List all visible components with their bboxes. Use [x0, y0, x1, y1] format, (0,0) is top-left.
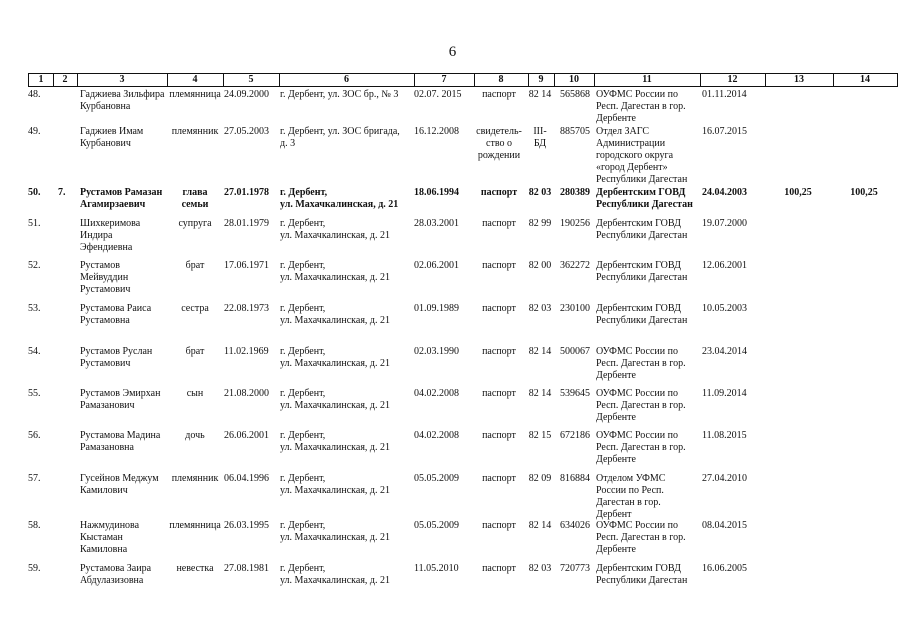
address: г. Дербент, ул. Махачкалинская, д. 21 [280, 430, 391, 453]
document-type: паспорт [480, 187, 518, 198]
document-issuer: Дербентским ГОВД Республики Дагестан [596, 260, 688, 283]
document-type: паспорт [482, 89, 516, 100]
issue-date: 24.04.2003 [702, 187, 747, 198]
address: г. Дербент, ул. Махачкалинская, д. 21 [280, 563, 391, 586]
birth-date: 06.04.1996 [224, 473, 269, 484]
registration-date: 16.12.2008 [414, 126, 459, 137]
relationship: невестка [176, 563, 214, 574]
registration-date: 05.05.2009 [414, 473, 459, 484]
document-issuer: ОУФМС России по Респ. Дагестан в гор. Дербенте [596, 520, 686, 555]
document-number: 280389 [560, 187, 590, 198]
document-type: паспорт [482, 218, 516, 229]
birth-date: 27.08.1981 [224, 563, 269, 574]
person-name: Рустамов Эмирхан Рамазанович [80, 388, 161, 411]
relationship: дочь [185, 430, 205, 441]
row-number: 51. [28, 218, 41, 229]
document-issuer: Отдел ЗАГС Администрации городского округа «город Дербент» Республики Дагестан [596, 126, 688, 185]
document-number: 362272 [560, 260, 590, 271]
document-series: 82 14 [528, 520, 552, 531]
document-issuer: Отделом УФМС России по Респ. Дагестан в гор. Дербент [596, 473, 666, 520]
document-issuer: ОУФМС России по Респ. Дагестан в гор. Дербенте [596, 430, 686, 465]
birth-date: 11.02.1969 [224, 346, 269, 357]
column-14-value: 100,25 [850, 187, 878, 198]
issue-date: 11.09.2014 [702, 388, 747, 399]
row-number: 52. [28, 260, 41, 271]
relationship: сестра [181, 303, 209, 314]
issue-date: 10.05.2003 [702, 303, 747, 314]
document-number: 230100 [560, 303, 590, 314]
document-number: 816884 [560, 473, 590, 484]
relationship: сын [186, 388, 204, 399]
document-issuer: ОУФМС России по Респ. Дагестан в гор. Дербенте [596, 388, 686, 423]
document-series: 82 03 [528, 303, 552, 314]
registration-date: 18.06.1994 [414, 187, 459, 198]
document-number: 672186 [560, 430, 590, 441]
column-header: 10 [554, 74, 595, 86]
column-header: 5 [223, 74, 280, 86]
address: г. Дербент, ул. Махачкалинская, д. 21 [280, 473, 391, 496]
document-number: 190256 [560, 218, 590, 229]
column-header: 2 [53, 74, 78, 86]
birth-date: 26.06.2001 [224, 430, 269, 441]
document-number: 720773 [560, 563, 590, 574]
row-number: 55. [28, 388, 41, 399]
address: г. Дербент, ул. Махачкалинская, д. 21 [280, 187, 399, 210]
column-header: 6 [279, 74, 415, 86]
relationship: глава семьи [181, 187, 209, 210]
column-header: 3 [77, 74, 168, 86]
document-issuer: Дербентским ГОВД Республики Дагестан [596, 218, 688, 241]
address: г. Дербент, ул. Махачкалинская, д. 21 [280, 520, 391, 543]
column-header: 11 [594, 74, 701, 86]
column-header: 14 [860, 74, 870, 85]
document-series: III- БД [533, 126, 547, 149]
registration-date: 05.05.2009 [414, 520, 459, 531]
document-type: паспорт [482, 303, 516, 314]
address: г. Дербент, ул. Махачкалинская, д. 21 [280, 218, 391, 241]
address: г. Дербент, ул. Махачкалинская, д. 21 [280, 388, 391, 411]
person-name: Гусейнов Меджум Камилович [80, 473, 159, 496]
relationship: племянник [171, 473, 219, 484]
document-type: паспорт [482, 260, 516, 271]
document-series: 82 03 [528, 563, 552, 574]
document-type: паспорт [482, 473, 516, 484]
issue-date: 16.07.2015 [702, 126, 747, 137]
registration-date: 28.03.2001 [414, 218, 459, 229]
birth-date: 21.08.2000 [224, 388, 269, 399]
document-issuer: Дербентским ГОВД Республики Дагестан [596, 303, 688, 326]
issue-date: 08.04.2015 [702, 520, 747, 531]
relationship: брат [185, 346, 205, 357]
address: г. Дербент, ул. Махачкалинская, д. 21 [280, 346, 391, 369]
issue-date: 27.04.2010 [702, 473, 747, 484]
column-header: 1 [29, 74, 54, 86]
document-series: 82 14 [528, 346, 552, 357]
row-number: 54. [28, 346, 41, 357]
document-series: 82 14 [528, 89, 552, 100]
issue-date: 23.04.2014 [702, 346, 747, 357]
person-name: Гаджиев Имам Курбанович [80, 126, 144, 149]
issue-date: 11.08.2015 [702, 430, 747, 441]
relationship: племянница [169, 520, 221, 531]
registration-date: 04.02.2008 [414, 388, 459, 399]
column-header: 9 [528, 74, 555, 86]
row-number: 58. [28, 520, 41, 531]
family-number: 7. [58, 187, 66, 198]
registration-date: 11.05.2010 [414, 563, 459, 574]
document-type: паспорт [482, 563, 516, 574]
address: г. Дербент, ул. Махачкалинская, д. 21 [280, 260, 391, 283]
relationship: супруга [178, 218, 212, 229]
document-number: 634026 [560, 520, 590, 531]
row-number: 49. [28, 126, 41, 137]
birth-date: 26.03.1995 [224, 520, 269, 531]
document-issuer: Дербентским ГОВД Республики Дагестан [596, 187, 693, 210]
person-name: Рустамова Раиса Рустамовна [80, 303, 152, 326]
row-number: 53. [28, 303, 41, 314]
column-13-value: 100,25 [784, 187, 812, 198]
relationship: племянница [169, 89, 221, 100]
person-name: Рустамова Заира Абдулазизовна [80, 563, 152, 586]
registration-date: 02.06.2001 [414, 260, 459, 271]
page-number: 6 [448, 44, 457, 60]
document-issuer: ОУФМС России по Респ. Дагестан в гор. Дербенте [596, 346, 686, 381]
birth-date: 27.01.1978 [224, 187, 269, 198]
document-series: 82 15 [528, 430, 552, 441]
document-issuer: Дербентским ГОВД Республики Дагестан [596, 563, 688, 586]
document-type: паспорт [482, 430, 516, 441]
document-series: 82 00 [528, 260, 552, 271]
person-name: Рустамова Мадина Рамазановна [80, 430, 161, 453]
document-series: 82 99 [528, 218, 552, 229]
document-series: 82 09 [528, 473, 552, 484]
registration-date: 02.07. 2015 [414, 89, 462, 100]
person-name: Шихкеримова Индира Эфендиевна [80, 218, 141, 253]
person-name: Нажмудинова Кыстаман Камиловна [80, 520, 140, 555]
row-number: 56. [28, 430, 41, 441]
row-number: 48. [28, 89, 41, 100]
birth-date: 27.05.2003 [224, 126, 269, 137]
issue-date: 19.07.2000 [702, 218, 747, 229]
document-issuer: ОУФМС России по Респ. Дагестан в гор. Дербенте [596, 89, 686, 124]
birth-date: 17.06.1971 [224, 260, 269, 271]
address: г. Дербент, ул. ЗОС бр., № 3 [280, 89, 399, 100]
row-number: 50. [28, 187, 41, 198]
document-type: свидетель- ство о рождении [476, 126, 522, 161]
birth-date: 28.01.1979 [224, 218, 269, 229]
column-header: 13 [765, 74, 834, 86]
document-type: паспорт [482, 388, 516, 399]
person-name: Гаджиева Зильфира Курбановна [80, 89, 165, 112]
relationship: племянник [171, 126, 219, 137]
birth-date: 24.09.2000 [224, 89, 269, 100]
document-type: паспорт [482, 520, 516, 531]
address: г. Дербент, ул. Махачкалинская, д. 21 [280, 303, 391, 326]
person-name: Рустамов Мейвуддин Рустамович [80, 260, 131, 295]
document-number: 885705 [560, 126, 590, 137]
document-series: 82 14 [528, 388, 552, 399]
column-header: 4 [167, 74, 224, 86]
registration-date: 02.03.1990 [414, 346, 459, 357]
birth-date: 22.08.1973 [224, 303, 269, 314]
column-header: 7 [414, 74, 475, 86]
issue-date: 12.06.2001 [702, 260, 747, 271]
document-number: 539645 [560, 388, 590, 399]
row-number: 57. [28, 473, 41, 484]
column-number-row [28, 73, 898, 87]
registration-date: 01.09.1989 [414, 303, 459, 314]
document-series: 82 03 [528, 187, 552, 198]
column-header: 8 [474, 74, 529, 86]
document-type: паспорт [482, 346, 516, 357]
address: г. Дербент, ул. ЗОС бригада, д. 3 [280, 126, 400, 149]
person-name: Рустамов Рамазан Агамирзаевич [80, 187, 163, 210]
person-name: Рустамов Руслан Рустамович [80, 346, 153, 369]
row-number: 59. [28, 563, 41, 574]
issue-date: 01.11.2014 [702, 89, 747, 100]
document-number: 500067 [560, 346, 590, 357]
document-number: 565868 [560, 89, 590, 100]
column-header: 12 [700, 74, 766, 86]
issue-date: 16.06.2005 [702, 563, 747, 574]
relationship: брат [185, 260, 205, 271]
registration-date: 04.02.2008 [414, 430, 459, 441]
